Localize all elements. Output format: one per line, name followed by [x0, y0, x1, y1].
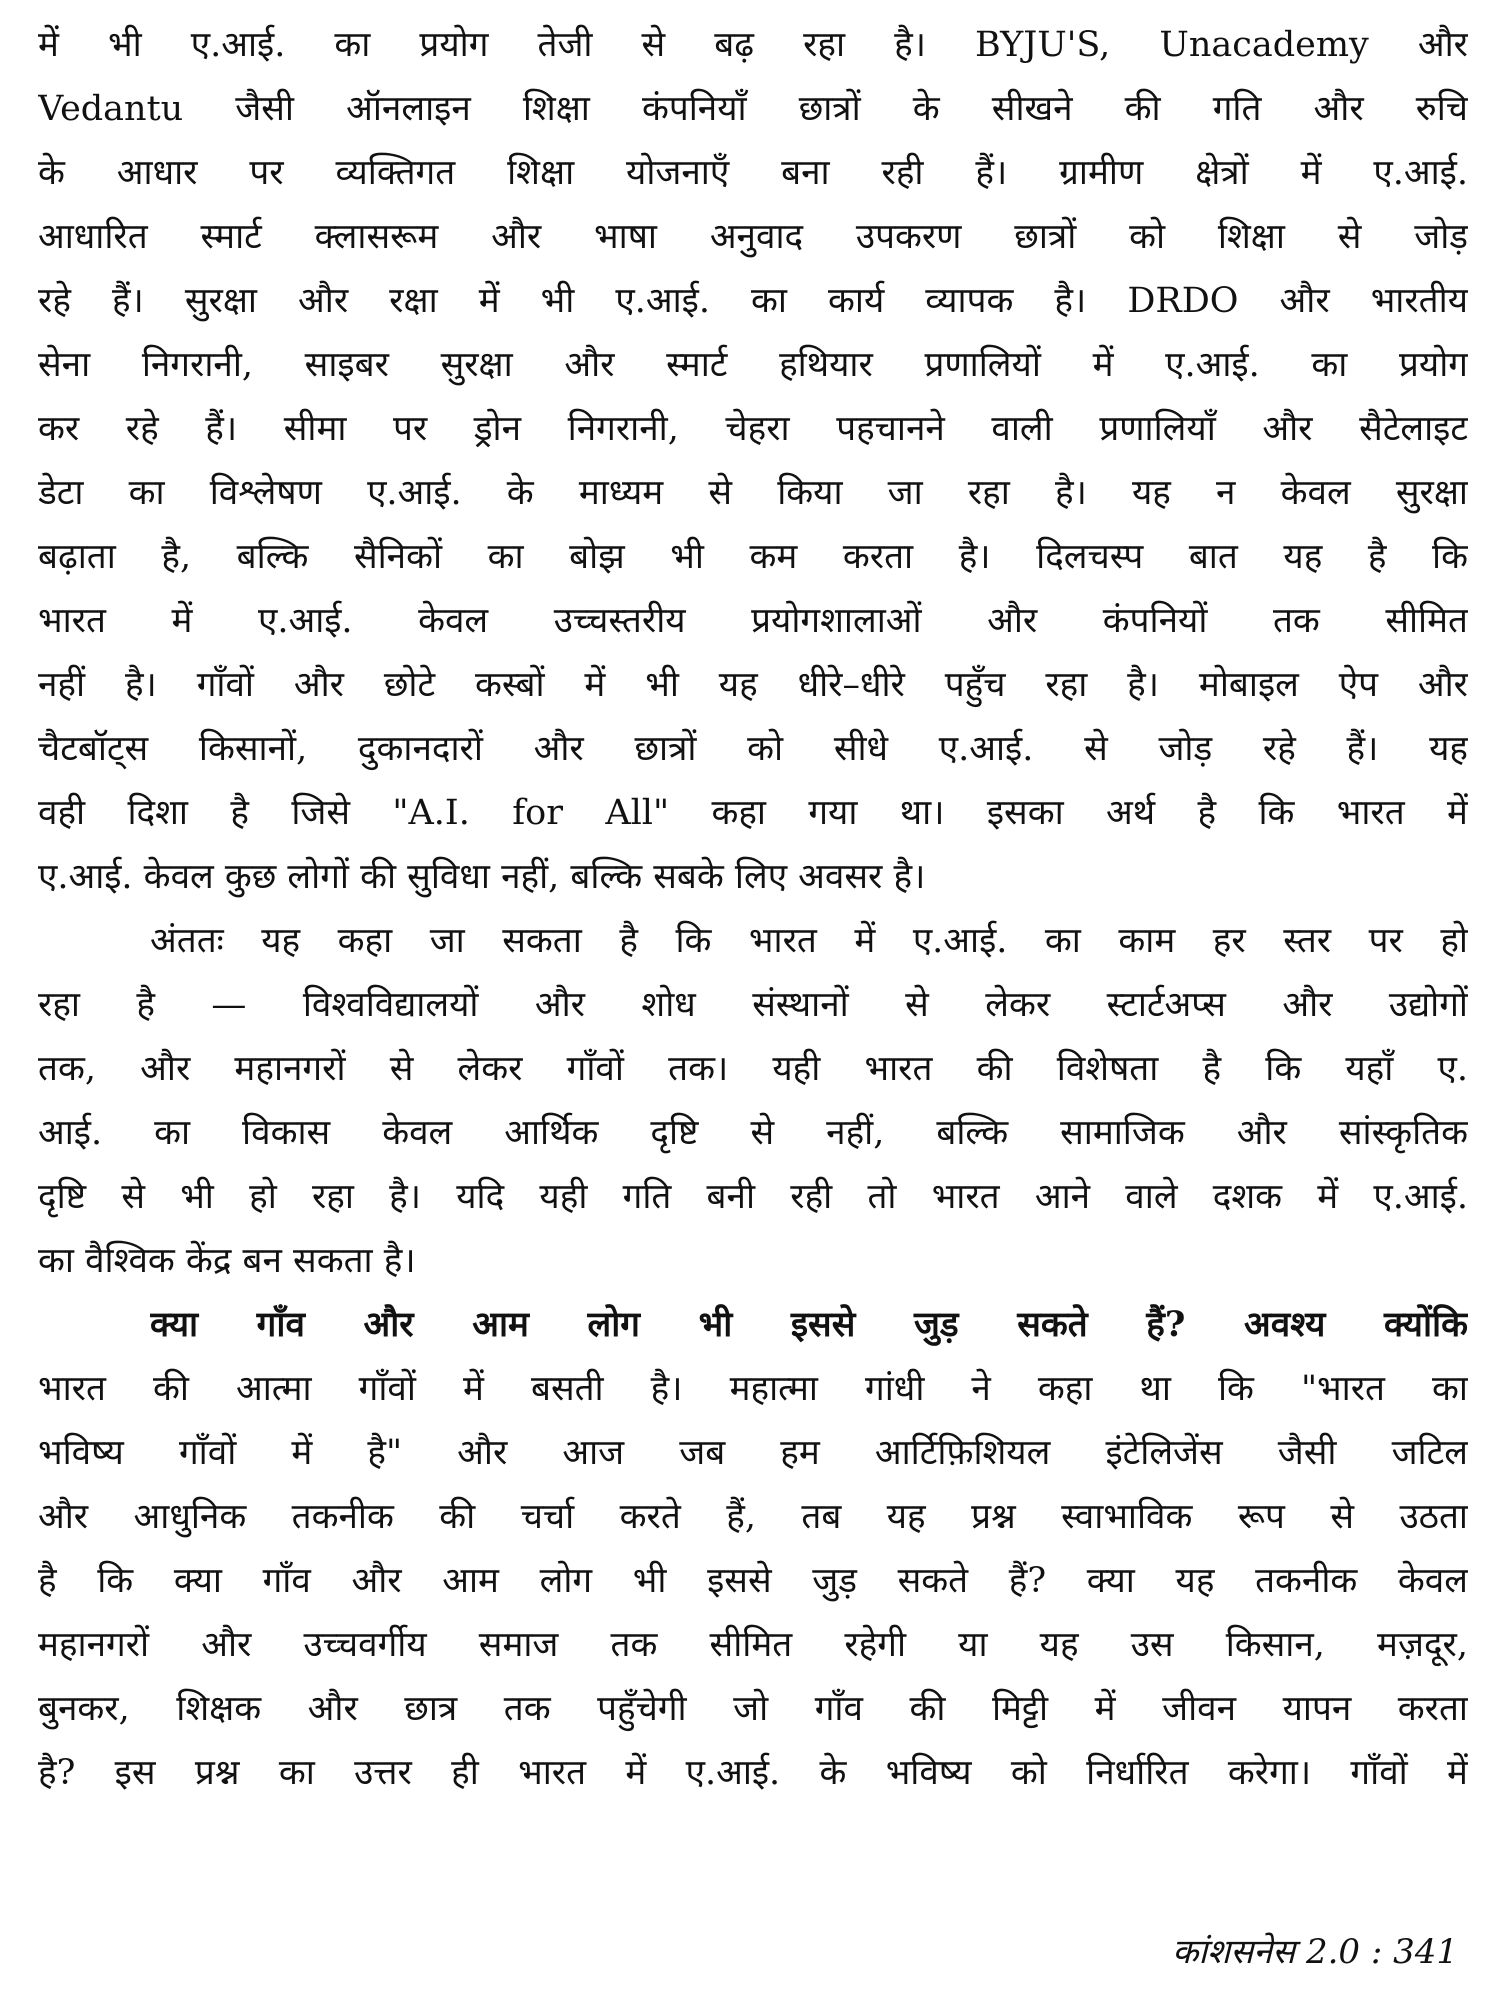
text-line: बढ़ाता है, बल्कि सैनिकों का बोझ भी कम करता है। दिलचस्प बात यह है कि	[38, 537, 1468, 577]
page-footer: कांशसनेस 2.0 : 341	[1172, 1932, 1458, 1972]
text-line: अंततः यह कहा जा सकता है कि भारत में ए.आई. का काम हर स्तर पर हो	[150, 921, 1468, 961]
text-line: में भी ए.आई. का प्रयोग तेजी से बढ़ रहा है। BYJU'S, Unacademy और	[38, 25, 1468, 65]
text-line: चैटबॉट्स किसानों, दुकानदारों और छात्रों को सीधे ए.आई. से जोड़ रहे हैं। यह	[38, 729, 1468, 769]
section-heading: क्या गाँव और आम लोग भी इससे जुड़ सकते हैं? अवश्य क्योंकि	[150, 1304, 1468, 1345]
text-line: आई. का विकास केवल आर्थिक दृष्टि से नहीं, बल्कि सामाजिक और सांस्कृतिक	[38, 1113, 1468, 1153]
text-line: डेटा का विश्लेषण ए.आई. के माध्यम से किया जा रहा है। यह न केवल सुरक्षा	[38, 473, 1468, 513]
text-line: ए.आई. केवल कुछ लोगों की सुविधा नहीं, बल्कि सबके लिए अवसर है।	[38, 857, 926, 897]
text-line: है? इस प्रश्न का उत्तर ही भारत में ए.आई. के भविष्य को निर्धारित करेगा। गाँवों में	[38, 1753, 1468, 1793]
text-line: बुनकर, शिक्षक और छात्र तक पहुँचेगी जो गाँव की मिट्टी में जीवन यापन करता	[38, 1689, 1468, 1729]
text-line: का वैश्विक केंद्र बन सकता है।	[38, 1241, 416, 1281]
text-line: महानगरों और उच्चवर्गीय समाज तक सीमित रहेगी या यह उस किसान, मज़दूर,	[38, 1625, 1468, 1665]
text-line: रहा है — विश्वविद्यालयों और शोध संस्थानों से लेकर स्टार्टअप्स और उद्योगों	[38, 985, 1468, 1025]
text-line: के आधार पर व्यक्तिगत शिक्षा योजनाएँ बना रही हैं। ग्रामीण क्षेत्रों में ए.आई.	[38, 153, 1468, 193]
text-line: Vedantu जैसी ऑनलाइन शिक्षा कंपनियाँ छात्रों के सीखने की गति और रुचि	[38, 89, 1468, 129]
text-line: भारत में ए.आई. केवल उच्चस्तरीय प्रयोगशालाओं और कंपनियों तक सीमित	[38, 601, 1468, 641]
text-line: भविष्य गाँवों में है" और आज जब हम आर्टिफ़िशियल इंटेलिजेंस जैसी जटिल	[38, 1433, 1468, 1473]
text-line: वही दिशा है जिसे "A.I. for All" कहा गया था। इसका अर्थ है कि भारत में	[38, 793, 1468, 833]
text-line: आधारित स्मार्ट क्लासरूम और भाषा अनुवाद उपकरण छात्रों को शिक्षा से जोड़	[38, 217, 1468, 257]
text-line: भारत की आत्मा गाँवों में बसती है। महात्मा गांधी ने कहा था कि "भारत का	[38, 1369, 1468, 1409]
text-line: कर रहे हैं। सीमा पर ड्रोन निगरानी, चेहरा पहचानने वाली प्रणालियाँ और सैटेलाइट	[38, 409, 1468, 449]
text-line: रहे हैं। सुरक्षा और रक्षा में भी ए.आई. का कार्य व्यापक है। DRDO और भारतीय	[38, 281, 1468, 321]
text-line: और आधुनिक तकनीक की चर्चा करते हैं, तब यह प्रश्न स्वाभाविक रूप से उठता	[38, 1497, 1468, 1537]
text-line: सेना निगरानी, साइबर सुरक्षा और स्मार्ट हथियार प्रणालियों में ए.आई. का प्रयोग	[38, 345, 1468, 385]
text-line: है कि क्या गाँव और आम लोग भी इससे जुड़ सकते हैं? क्या यह तकनीक केवल	[38, 1561, 1468, 1601]
text-line: तक, और महानगरों से लेकर गाँवों तक। यही भारत की विशेषता है कि यहाँ ए.	[38, 1049, 1468, 1089]
text-line: नहीं है। गाँवों और छोटे कस्बों में भी यह धीरे–धीरे पहुँच रहा है। मोबाइल ऐप और	[38, 665, 1468, 705]
text-line: दृष्टि से भी हो रहा है। यदि यही गति बनी रही तो भारत आने वाले दशक में ए.आई.	[38, 1177, 1468, 1217]
